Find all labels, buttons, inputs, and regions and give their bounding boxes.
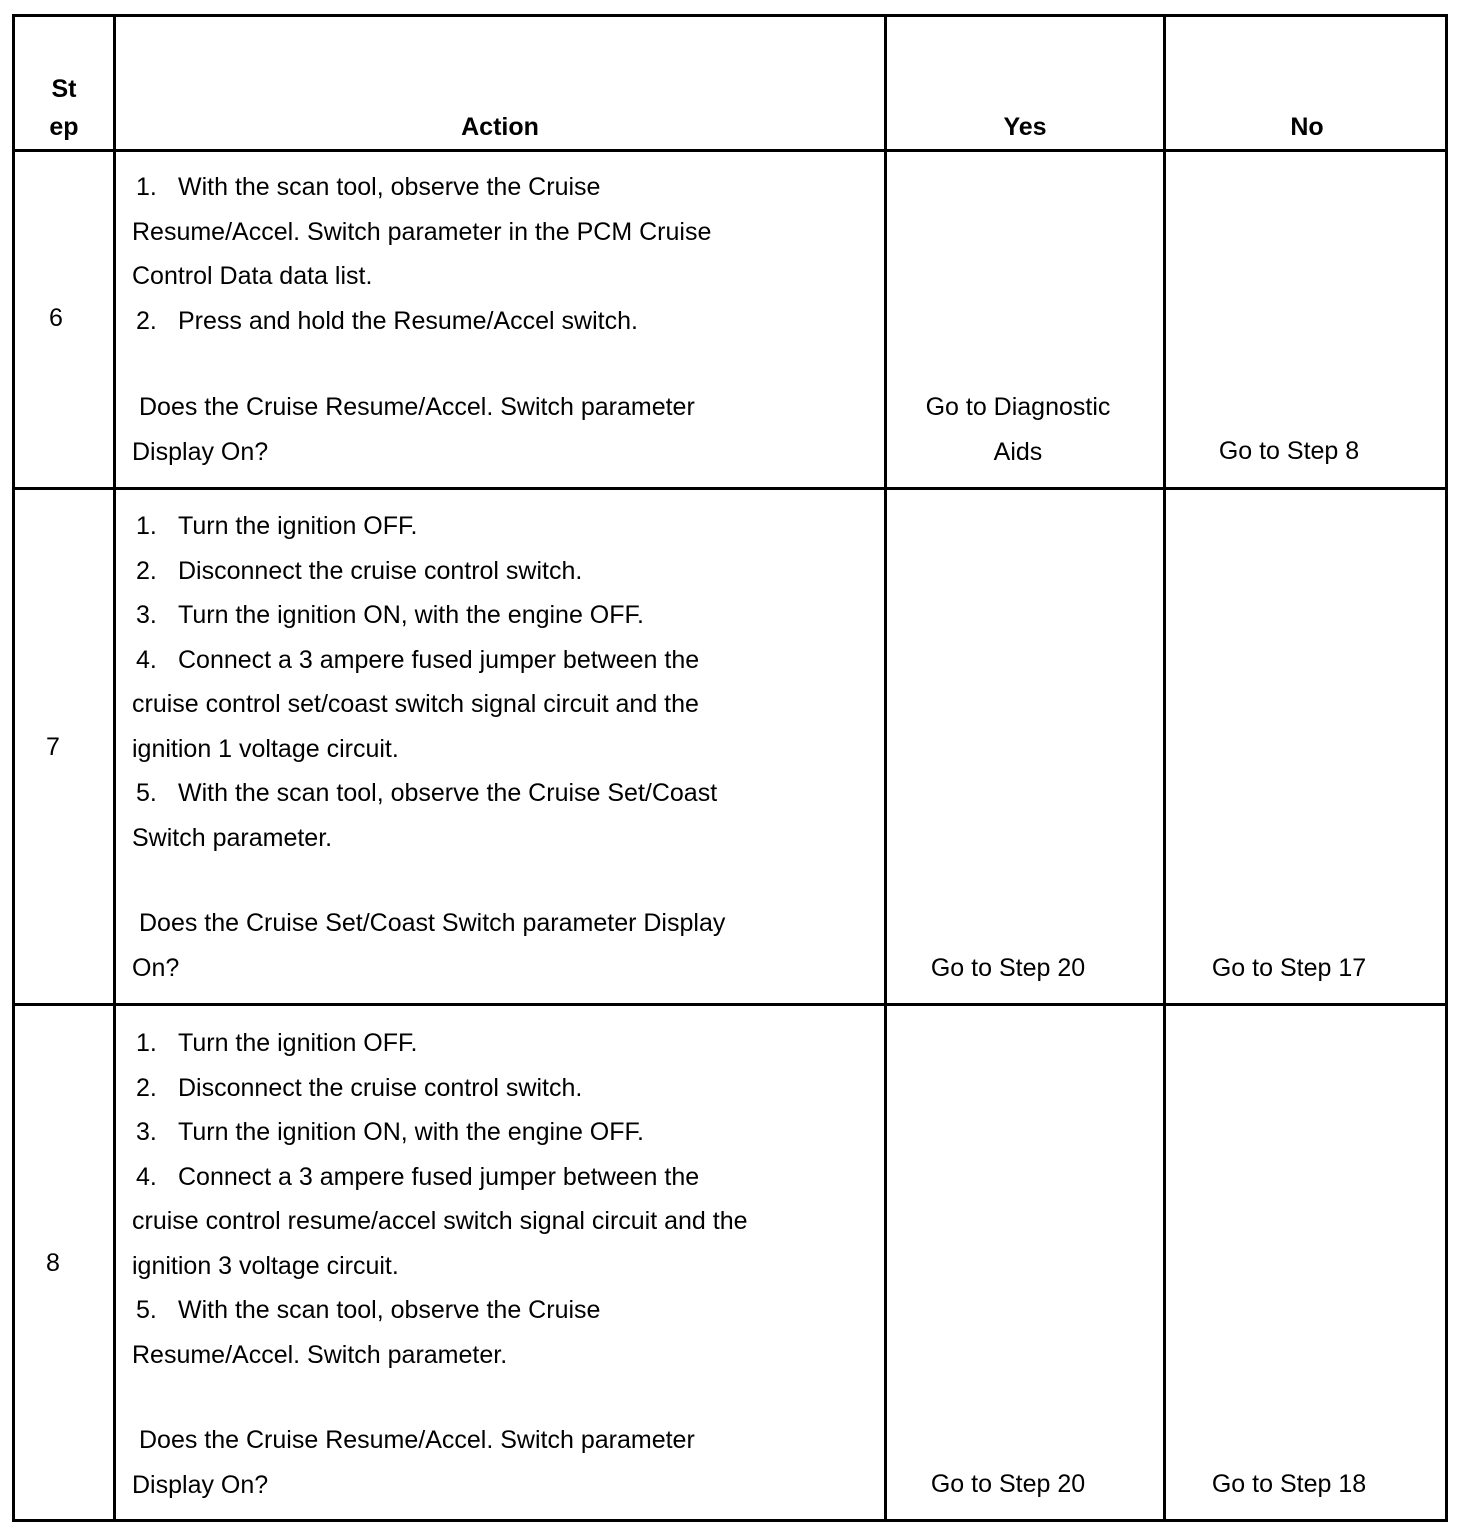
action-line: Resume/Accel. Switch parameter in the PCM Cruise [132,217,712,246]
step-index: 3. [136,601,157,629]
no-line: Go to Step 8 [1218,437,1360,465]
yes-line: Go to Step 20 [930,1470,1086,1498]
yes-line: Aids [993,437,1043,466]
step-index: 1. [136,173,157,201]
question-line: Display On? [132,1470,269,1499]
action-cell [132,504,882,860]
header-action: Action [461,113,539,141]
step-index: 1. [136,512,157,540]
action-line: 2. Disconnect the cruise control switch. [132,1066,882,1111]
yes-line: Go to Diagnostic [925,393,1111,421]
question-cell [132,1418,882,1507]
no-cell [1166,946,1412,991]
question-line: Does the Cruise Resume/Accel. Switch parameter [139,1426,695,1454]
step-number: 7 [46,733,60,761]
action-line: Switch parameter. [132,823,333,852]
action-line: 1. With the scan tool, observe the Cruise [132,165,882,210]
row-divider [12,149,1448,152]
step-number: 6 [49,304,63,332]
header-step [15,70,113,146]
action-line: cruise control resume/accel switch signal circuit and the [132,1207,748,1235]
step-index: 2. [136,306,157,335]
no-line: Go to Step 17 [1211,954,1367,982]
action-cell [132,165,882,343]
action-cell [132,1021,882,1377]
yes-cell [887,1462,1129,1507]
column-divider [113,14,116,1522]
action-line: 4. Connect a 3 ampere fused jumper between the [132,1155,882,1200]
step-index: 2. [136,1073,157,1102]
question-line: Does the Cruise Resume/Accel. Switch parameter [139,393,695,421]
row-divider [12,487,1448,490]
action-line: Resume/Accel. Switch parameter. [132,1340,508,1369]
step-index: 2. [136,556,157,585]
question-line: Display On? [132,437,269,466]
action-line: 1. Turn the ignition OFF. [132,1021,882,1066]
yes-line: Go to Step 20 [930,954,1086,982]
action-line: cruise control set/coast switch signal circuit and the [132,690,699,718]
header-step-line: ep [49,113,79,141]
action-line: 4. Connect a 3 ampere fused jumper between the [132,638,882,683]
step-index: 4. [136,1162,157,1191]
no-line: Go to Step 18 [1211,1470,1367,1498]
header-step-line: St [51,75,77,103]
no-cell [1166,1462,1412,1507]
header-yes: Yes [1003,113,1047,141]
action-line: Control Data data list. [132,262,373,290]
step-index: 5. [136,779,157,807]
step-number: 8 [46,1249,60,1277]
action-line: 3. Turn the ignition ON, with the engine OFF. [132,1110,882,1155]
row-divider [12,1003,1448,1006]
question-cell [132,385,882,474]
question-line: On? [132,953,180,982]
column-divider [884,14,887,1522]
step-index: 4. [136,645,157,674]
step-index: 3. [136,1118,157,1146]
no-cell [1166,429,1412,474]
yes-cell [887,385,1149,474]
action-line: ignition 1 voltage circuit. [132,734,399,763]
question-line: Does the Cruise Set/Coast Switch parameter Display [139,909,726,937]
step-index: 1. [136,1029,157,1057]
action-line: 5. With the scan tool, observe the Cruise [132,1288,882,1333]
yes-cell [887,946,1129,991]
question-cell [132,901,882,990]
action-line: 3. Turn the ignition ON, with the engine OFF. [132,593,882,638]
action-line: 5. With the scan tool, observe the Cruise Set/Coast [132,771,882,816]
action-line: 1. Turn the ignition OFF. [132,504,882,549]
step-index: 5. [136,1296,157,1324]
column-divider [1163,14,1166,1522]
action-line: 2. Disconnect the cruise control switch. [132,549,882,594]
header-no: No [1290,113,1324,141]
action-line: 2. Press and hold the Resume/Accel switch. [132,299,882,344]
action-line: ignition 3 voltage circuit. [132,1251,399,1280]
